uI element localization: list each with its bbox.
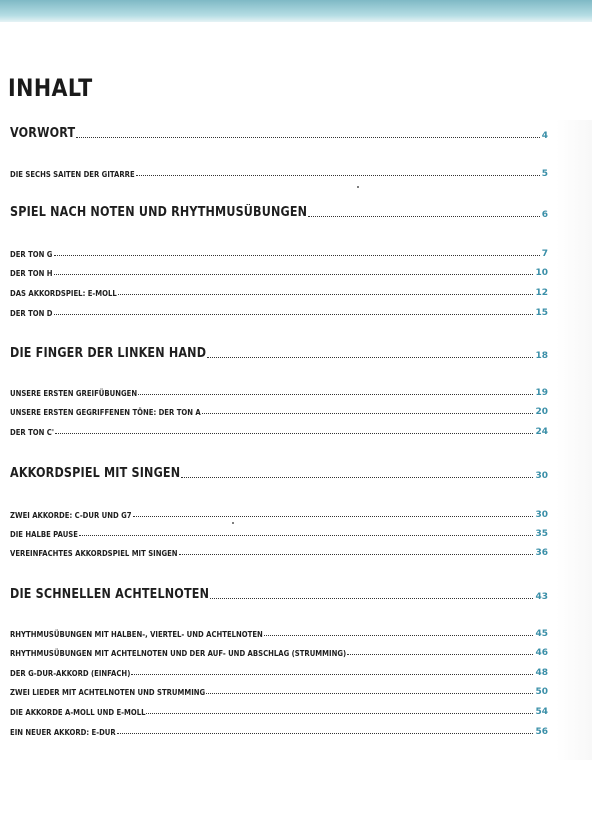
toc-section[interactable] bbox=[10, 587, 548, 602]
toc-entry[interactable] bbox=[10, 707, 548, 717]
toc-label: UNSERE ERSTEN GREIFÜBUNGEN bbox=[10, 389, 138, 398]
dot-leader bbox=[347, 654, 533, 655]
toc-entry[interactable] bbox=[10, 510, 548, 520]
toc-entry[interactable] bbox=[10, 687, 548, 697]
toc-page-number: 56 bbox=[535, 727, 548, 737]
toc-entry[interactable] bbox=[10, 308, 548, 318]
dot-leader bbox=[117, 733, 534, 734]
toc-page-number: 15 bbox=[535, 308, 548, 318]
toc-page-number: 36 bbox=[535, 548, 548, 558]
dot-leader bbox=[138, 394, 533, 395]
toc-page-number: 54 bbox=[535, 707, 548, 717]
toc-label: SPIEL NACH NOTEN UND RHYTHMUSÜBUNGEN bbox=[10, 205, 308, 220]
toc-page-number: 10 bbox=[535, 268, 548, 278]
toc-page-number: 50 bbox=[535, 687, 548, 697]
toc-label: DIE FINGER DER LINKEN HAND bbox=[10, 346, 207, 361]
dot-leader bbox=[308, 216, 540, 217]
dot-leader bbox=[118, 294, 534, 295]
dot-leader bbox=[76, 137, 539, 138]
toc-label: DER TON C' bbox=[10, 428, 54, 437]
toc-entry[interactable] bbox=[10, 169, 548, 179]
toc-page-number: 19 bbox=[535, 388, 548, 398]
toc-page-number: 20 bbox=[535, 407, 548, 417]
toc-entry[interactable] bbox=[10, 427, 548, 437]
toc-label: EIN NEUER AKKORD: E-DUR bbox=[10, 728, 116, 737]
toc-label: VORWORT bbox=[10, 126, 76, 141]
toc-page-number: 4 bbox=[541, 131, 548, 141]
toc-page-number: 45 bbox=[535, 629, 548, 639]
toc-label: DIE AKKORDE A-MOLL UND E-MOLL bbox=[10, 708, 146, 717]
dot-leader bbox=[264, 635, 534, 636]
toc-entry[interactable] bbox=[10, 529, 548, 539]
scan-speck bbox=[232, 522, 234, 524]
toc-section[interactable] bbox=[10, 205, 548, 220]
dot-leader bbox=[54, 314, 534, 315]
dot-leader bbox=[54, 274, 534, 275]
toc-label: ZWEI LIEDER MIT ACHTELNOTEN UND STRUMMING bbox=[10, 688, 206, 697]
toc-label: DAS AKKORDSPIEL: E-MOLL bbox=[10, 289, 117, 298]
toc-section-vorwort[interactable] bbox=[10, 126, 548, 141]
toc-label: DIE SECHS SAITEN DER GITARRE bbox=[10, 170, 135, 179]
toc-entry[interactable] bbox=[10, 268, 548, 278]
dot-leader bbox=[131, 674, 533, 675]
toc-page-number: 12 bbox=[535, 288, 548, 298]
toc-entry[interactable] bbox=[10, 668, 548, 678]
toc-entry[interactable] bbox=[10, 727, 548, 737]
toc-page-number: 6 bbox=[541, 210, 548, 220]
toc-page-number: 18 bbox=[535, 351, 548, 361]
dot-leader bbox=[146, 713, 533, 714]
toc-section[interactable] bbox=[10, 466, 548, 481]
toc-page-number: 7 bbox=[541, 249, 548, 259]
toc-entry[interactable] bbox=[10, 648, 548, 658]
dot-leader bbox=[133, 516, 534, 517]
dot-leader bbox=[181, 477, 533, 478]
toc-label: RHYTHMUSÜBUNGEN MIT ACHTELNOTEN UND DER AUF- UND ABSCHLAG (STRUMMING) bbox=[10, 649, 347, 658]
dot-leader bbox=[202, 413, 534, 414]
dot-leader bbox=[79, 535, 534, 536]
scan-edge-shade bbox=[556, 120, 592, 760]
toc-page-number: 24 bbox=[535, 427, 548, 437]
dot-leader bbox=[54, 255, 540, 256]
toc-page-number: 35 bbox=[535, 529, 548, 539]
dot-leader bbox=[206, 693, 533, 694]
toc-page-number: 43 bbox=[535, 592, 548, 602]
toc-label: VEREINFACHTES AKKORDSPIEL MIT SINGEN bbox=[10, 549, 178, 558]
toc-label: DER TON D bbox=[10, 309, 53, 318]
scan-speck bbox=[357, 186, 359, 188]
toc-label: DER G-DUR-AKKORD (EINFACH) bbox=[10, 669, 131, 678]
toc-page-number: 30 bbox=[535, 471, 548, 481]
dot-leader bbox=[179, 554, 534, 555]
toc-label: DER TON G bbox=[10, 250, 53, 259]
toc-section[interactable] bbox=[10, 346, 548, 361]
toc-entry[interactable] bbox=[10, 388, 548, 398]
toc-label: DIE SCHNELLEN ACHTELNOTEN bbox=[10, 587, 210, 602]
dot-leader bbox=[55, 433, 533, 434]
toc-label: UNSERE ERSTEN GEGRIFFENEN TÖNE: DER TON A bbox=[10, 408, 201, 417]
toc-entry[interactable] bbox=[10, 249, 548, 259]
page-title: INHALT bbox=[8, 74, 93, 102]
dot-leader bbox=[210, 598, 533, 599]
toc-entry[interactable] bbox=[10, 407, 548, 417]
toc-entry[interactable] bbox=[10, 288, 548, 298]
toc-label: DIE HALBE PAUSE bbox=[10, 530, 78, 539]
toc-entry[interactable] bbox=[10, 548, 548, 558]
toc-page-number: 5 bbox=[541, 169, 548, 179]
dot-leader bbox=[136, 175, 540, 176]
toc-entry[interactable] bbox=[10, 629, 548, 639]
toc-page-number: 46 bbox=[535, 648, 548, 658]
toc-label: AKKORDSPIEL MIT SINGEN bbox=[10, 466, 181, 481]
toc-label: RHYTHMUSÜBUNGEN MIT HALBEN-, VIERTEL- UND ACHTELNOTEN bbox=[10, 630, 263, 639]
toc-label: DER TON H bbox=[10, 269, 53, 278]
dot-leader bbox=[207, 357, 533, 358]
toc-label: ZWEI AKKORDE: C-DUR UND G7 bbox=[10, 511, 132, 520]
toc-page-number: 30 bbox=[535, 510, 548, 520]
toc-page-number: 48 bbox=[535, 668, 548, 678]
